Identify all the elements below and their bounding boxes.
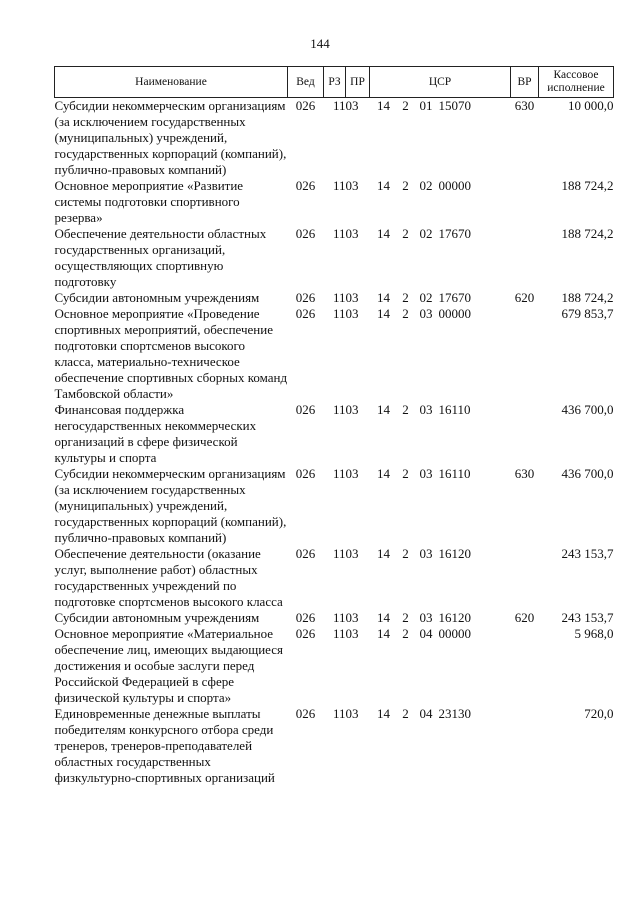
row-csr-direction: 17670 [438,226,471,241]
row-csr-program: 14 [377,226,390,241]
table-row [55,466,614,546]
row-csr-program: 14 [377,178,390,193]
row-csr-direction: 00000 [438,178,471,193]
row-csr-direction: 15070 [438,98,471,113]
row-amount: 243 153,7 [561,610,614,625]
row-csr-subprogram: 2 [402,98,409,113]
row-csr-program: 14 [377,466,390,481]
row-csr-subprogram: 2 [402,546,409,561]
row-amount: 10 000,0 [568,98,614,113]
row-csr-event: 01 [419,98,433,113]
table-row [55,610,614,626]
row-csr-direction: 16120 [438,546,471,561]
page-number: 144 [310,36,330,51]
header-name: Наименование [55,67,288,98]
row-rz: 11 [332,626,346,641]
row-ved: 026 [295,226,316,241]
row-vr [511,626,539,706]
row-pr: 03 [345,178,359,193]
row-amount: 720,0 [584,706,614,721]
row-vr: 620 [514,610,535,625]
row-csr-program: 14 [377,402,390,417]
row-vr [511,306,539,402]
row-ved: 026 [295,402,316,417]
row-csr-event: 03 [419,610,433,625]
header-amount: Кассовое исполнение [539,67,614,98]
row-pr: 03 [345,706,359,721]
row-csr-subprogram: 2 [402,178,409,193]
table-row [55,626,614,706]
table-body [55,98,614,787]
row-csr-program: 14 [377,98,390,113]
row-csr-direction: 00000 [438,626,471,641]
row-amount: 436 700,0 [561,402,614,417]
row-name: Финансовая поддержка негосударственных некоммерческих организаций в сфере физической культуры и спорта [54,402,257,465]
row-pr: 03 [345,546,359,561]
row-vr [511,706,539,786]
row-csr-event: 04 [419,706,433,721]
header-pr: ПР [346,67,370,98]
row-csr-event: 02 [419,226,433,241]
row-pr: 03 [345,610,359,625]
header-rz: РЗ [324,67,346,98]
row-vr [511,226,539,290]
row-pr: 03 [345,290,359,305]
row-pr: 03 [345,402,359,417]
row-vr: 630 [514,466,535,481]
table-row [55,226,614,290]
row-name: Обеспечение деятельности областных государственных организаций, осуществляющих спортивную подготовку [54,226,267,289]
row-csr-event: 02 [419,290,433,305]
row-ved: 026 [295,546,316,561]
row-csr-event: 03 [419,546,433,561]
table-header [55,67,614,98]
row-name: Основное мероприятие «Развитие системы подготовки спортивного резерва» [54,178,244,225]
row-rz: 11 [332,546,346,561]
row-csr-event: 03 [419,402,433,417]
row-csr-subprogram: 2 [402,610,409,625]
table-row [55,402,614,466]
table-row [55,546,614,610]
row-pr: 03 [345,306,359,321]
row-csr-direction: 00000 [438,306,471,321]
row-amount: 243 153,7 [561,546,614,561]
row-ved: 026 [295,466,316,481]
row-csr-program: 14 [377,610,390,625]
row-amount: 188 724,2 [561,290,614,305]
row-name: Субсидии некоммерческим организациям (за исключением государственных (муниципальных) учреждений, государственных корпораций (компаний), публично-правовых компаний) [54,98,287,177]
row-csr-program: 14 [377,546,390,561]
row-pr: 03 [345,466,359,481]
row-rz: 11 [332,178,346,193]
header-vr: ВР [511,67,539,98]
row-csr-direction: 17670 [438,290,471,305]
row-csr-subprogram: 2 [402,706,409,721]
row-pr: 03 [345,626,359,641]
row-ved: 026 [295,610,316,625]
table-row [55,178,614,226]
row-csr-event: 03 [419,466,433,481]
budget-table [54,66,614,786]
row-rz: 11 [332,706,346,721]
row-amount: 436 700,0 [561,466,614,481]
row-name: Единовременные денежные выплаты победителям конкурсного отбора среди тренеров, тренеров-преподавателей областных государственных физкультурно-спортивных организаций [54,706,275,785]
row-rz: 11 [332,290,346,305]
row-pr: 03 [345,98,359,113]
row-csr-program: 14 [377,290,390,305]
row-rz: 11 [332,226,346,241]
row-rz: 11 [332,610,346,625]
row-name: Обеспечение деятельности (оказание услуг, выполнение работ) областных государственных учреждений по подготовке спортсменов высокого класса [54,546,283,609]
row-pr: 03 [345,226,359,241]
row-amount: 5 968,0 [574,626,614,641]
row-name: Субсидии автономным учреждениям [54,290,260,305]
row-csr-direction: 23130 [438,706,471,721]
row-csr-program: 14 [377,306,390,321]
row-name: Основное мероприятие «Материальное обеспечение лиц, имеющих выдающиеся достижения и особые заслуги перед Российской Федерацией в сфере физической культуры и спорта» [54,626,284,705]
row-ved: 026 [295,306,316,321]
row-csr-direction: 16110 [438,402,471,417]
table-row [55,306,614,402]
row-csr-program: 14 [377,706,390,721]
row-csr-event: 04 [419,626,433,641]
row-csr-subprogram: 2 [402,402,409,417]
header-csr: ЦСР [370,67,511,98]
row-csr-program: 14 [377,626,390,641]
row-csr-subprogram: 2 [402,626,409,641]
row-amount: 188 724,2 [561,178,614,193]
row-csr-event: 03 [419,306,433,321]
row-ved: 026 [295,178,316,193]
row-vr [511,402,539,466]
header-ved: Вед [288,67,324,98]
row-vr [511,546,539,610]
row-vr: 630 [514,98,535,113]
row-ved: 026 [295,626,316,641]
table-row [55,98,614,179]
table-row [55,290,614,306]
row-csr-subprogram: 2 [402,226,409,241]
row-csr-subprogram: 2 [402,306,409,321]
row-csr-subprogram: 2 [402,466,409,481]
row-csr-subprogram: 2 [402,290,409,305]
row-name: Субсидии автономным учреждениям [54,610,260,625]
row-csr-direction: 16120 [438,610,471,625]
row-amount: 188 724,2 [561,226,614,241]
row-vr [511,178,539,226]
table-row [55,706,614,786]
row-vr: 620 [514,290,535,305]
row-csr-event: 02 [419,178,433,193]
row-rz: 11 [332,466,346,481]
row-name: Основное мероприятие «Проведение спортивных мероприятий, обеспечение подготовки спортсменов высокого класса, материально-техническое обеспечение спортивных сборных команд Тамбовской области» [54,306,288,401]
row-ved: 026 [295,290,316,305]
row-ved: 026 [295,706,316,721]
row-ved: 026 [295,98,316,113]
row-rz: 11 [332,98,346,113]
row-rz: 11 [332,306,346,321]
row-csr-direction: 16110 [438,466,471,481]
row-name: Субсидии некоммерческим организациям (за исключением государственных (муниципальных) учреждений, государственных корпораций (компаний), публично-правовых компаний) [54,466,287,545]
row-amount: 679 853,7 [561,306,614,321]
row-rz: 11 [332,402,346,417]
